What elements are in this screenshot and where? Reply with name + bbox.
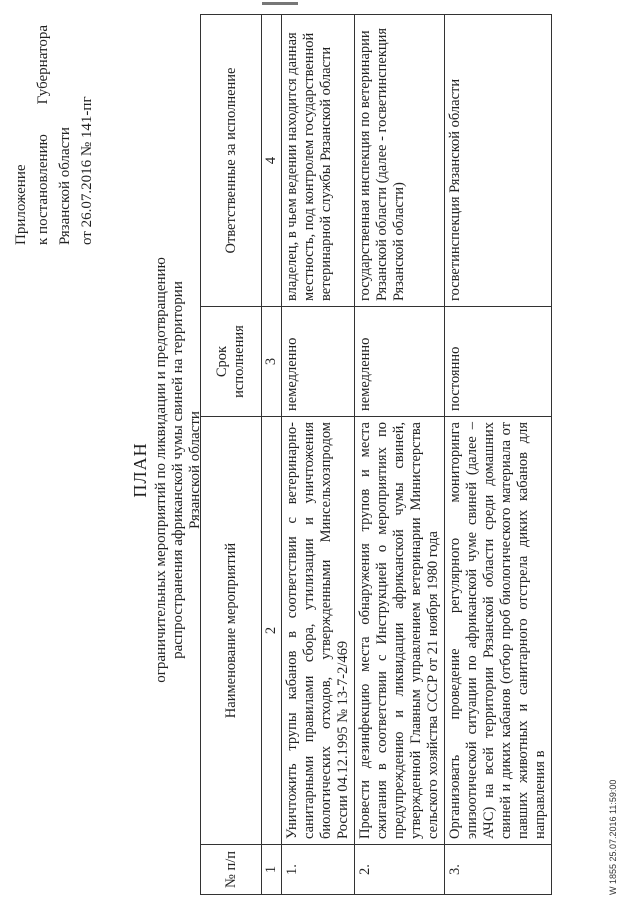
header-responsible: Ответственные за исполнение bbox=[201, 15, 262, 307]
document-stamp: W 1855 25.07.2016 11:59:00 bbox=[608, 779, 618, 895]
table-row bbox=[282, 15, 355, 895]
row-measure: Уничтожить трупы кабанов в соответствии с ветеринарно-санитарными правилами сбора, утилизации и уничтожения биологических отходов, утвержденными Минсельхозпродом России 04.12.1995 № 13-7-2/469 bbox=[282, 417, 355, 845]
row-term: постоянно bbox=[445, 307, 552, 417]
row-num: 1. bbox=[282, 845, 355, 895]
header-name: Наименование мероприятий bbox=[201, 417, 262, 845]
col-number: 2 bbox=[262, 417, 282, 845]
header-term: Срок исполнения bbox=[201, 307, 262, 417]
header-num: № п/п bbox=[201, 845, 262, 895]
col-number: 3 bbox=[262, 307, 282, 417]
row-num: 2. bbox=[355, 845, 445, 895]
appendix-block bbox=[10, 25, 98, 245]
title-line-1: ограничительных мероприятий по ликвидации и предотвращению bbox=[153, 257, 169, 683]
appendix-governor: Губернатора bbox=[35, 25, 51, 105]
column-number-row bbox=[262, 15, 282, 895]
appendix-date-number: от 26.07.2016 № 141-пг bbox=[79, 96, 95, 245]
row-term: немедленно bbox=[355, 307, 445, 417]
appendix-decree: к постановлению bbox=[35, 134, 51, 245]
title-line-3: Рязанской области bbox=[187, 411, 203, 529]
title-plan: ПЛАН bbox=[130, 442, 150, 498]
appendix-region: Рязанской области bbox=[57, 127, 73, 245]
row-measure: Организовать проведение регулярного мониторинга эпизоотической ситуации по африканской чуме свиней (далее – АЧС) на всей территории Рязанской области среди домашних свиней и диких кабанов (отбор проб биологического материала от павших животных и санитарного отстрела диких кабанов для направления в bbox=[445, 417, 552, 845]
measures-table bbox=[200, 14, 552, 895]
row-measure: Провести дезинфекцию места обнаружения трупов и места сжигания в соответствии с Инструкцией о мероприятиях по предупреждению и ликвидации африканской чумы свиней, утвержденной Главным управлением ветеринарии Министерства сельского хозяйства СССР от 21 ноября 1980 года bbox=[355, 417, 445, 845]
table-header-row bbox=[201, 15, 262, 895]
row-num: 3. bbox=[445, 845, 552, 895]
col-number: 4 bbox=[262, 15, 282, 307]
appendix-label: Приложение bbox=[13, 164, 29, 245]
table-row bbox=[445, 15, 552, 895]
col-number: 1 bbox=[262, 845, 282, 895]
table-row bbox=[355, 15, 445, 895]
document-title bbox=[132, 210, 204, 730]
row-term: немедленно bbox=[282, 307, 355, 417]
appendix-decree-line bbox=[32, 25, 54, 245]
title-line-2: распространения африканской чумы свиней на территории bbox=[170, 281, 186, 659]
row-responsible: владелец, в чьем ведении находится данная местность, под контролем государственной ветеринарной службы Рязанской области bbox=[282, 15, 355, 307]
row-responsible: госветинспекция Рязанской области bbox=[445, 15, 552, 307]
row-responsible: государственная инспекция по ветеринарии Рязанской области (далее - госветинспекция Рязанской области) bbox=[355, 15, 445, 307]
